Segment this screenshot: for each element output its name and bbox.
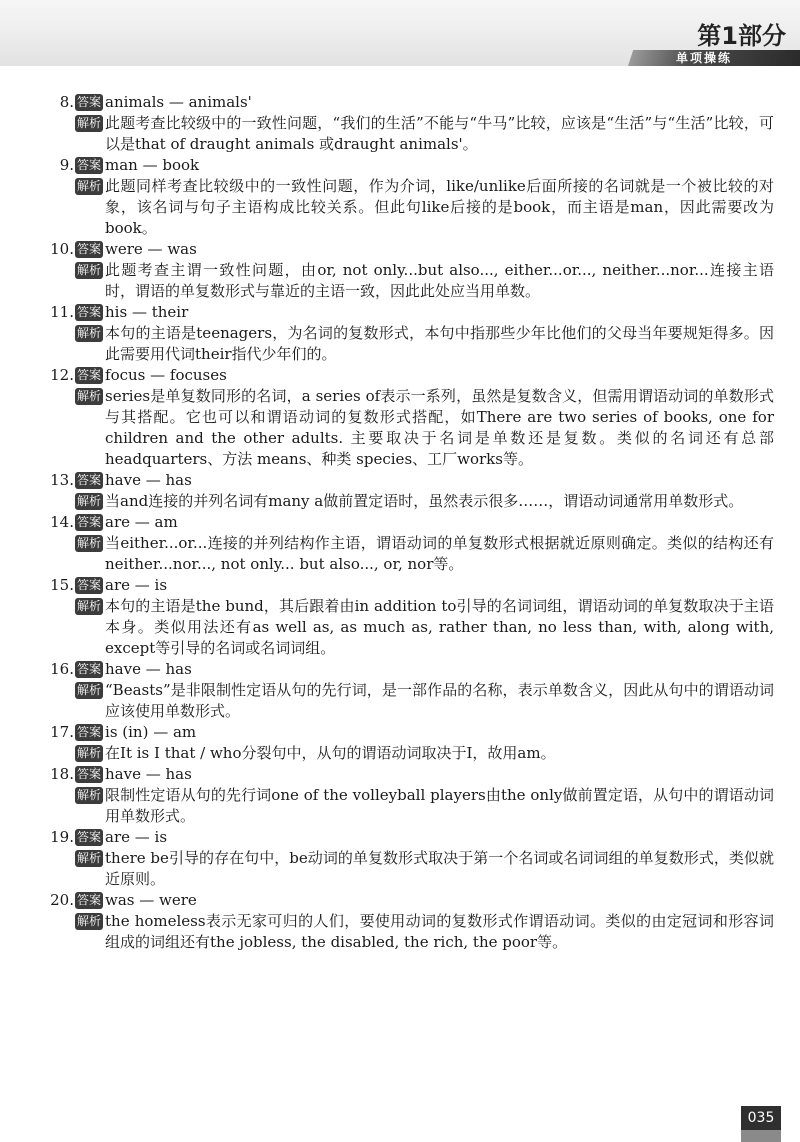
- answer-item: [44, 764, 774, 827]
- item-number: 9.: [59, 156, 74, 174]
- answer-item: [44, 890, 774, 953]
- page-number: 035: [741, 1106, 781, 1130]
- answer-item: [44, 827, 774, 890]
- answer-text: his — their: [105, 303, 189, 321]
- answer-badge: 答案: [77, 830, 102, 844]
- item-number: 17.: [50, 723, 74, 741]
- answer-item: [44, 92, 774, 155]
- part-title: 第1部分: [697, 22, 786, 50]
- analysis-text: 限制性定语从句的先行词one of the volleyball players由the only做前置定语，从句中的谓语动词用单数形式。: [105, 786, 774, 825]
- answer-item: [44, 659, 774, 722]
- section-title: 单项操练: [676, 51, 733, 65]
- answer-item: [44, 722, 774, 764]
- analysis-text: 当and连接的并列名词有many a做前置定语时，虽然表示很多……，谓语动词通常用单数形式。: [105, 492, 744, 510]
- analysis-text: 本句的主语是teenagers，为名词的复数形式，本句中指那些少年比他们的父母当年要规矩得多。因此需要用代词their指代少年们的。: [105, 324, 774, 363]
- item-number: 16.: [50, 660, 74, 678]
- item-number: 12.: [50, 366, 74, 384]
- item-number: 20.: [50, 891, 74, 909]
- answer-badge: 答案: [77, 725, 102, 739]
- page-number-strip: [741, 1130, 781, 1142]
- analysis-badge: 解析: [77, 683, 102, 697]
- analysis-badge: 解析: [77, 536, 102, 550]
- analysis-text: series是单复数同形的名词，a series of表示一系列，虽然是复数含义，但需用谓语动词的单数形式与其搭配。它也可以和谓语动词的复数形式搭配，如There are two series of books, one for children and the other adults. 主要取决于名词是单数还是复数。类似的名词还有总部headquarters、方法 means、种类 species、工厂works等。: [105, 387, 774, 468]
- answer-badge: 答案: [77, 305, 102, 319]
- item-number: 10.: [50, 240, 74, 258]
- answer-badge: 答案: [77, 473, 102, 487]
- item-number: 8.: [59, 93, 74, 111]
- answer-badge: 答案: [77, 242, 102, 256]
- analysis-badge: 解析: [77, 914, 102, 928]
- analysis-text: 此题考查主谓一致性问题，由or, not only...but also..., either...or..., neither...nor...连接主语时，谓语的单复数形式与靠近的主语一致，因此此处应当用单数。: [105, 261, 774, 300]
- answer-item: [44, 470, 774, 512]
- answer-text: focus — focuses: [105, 366, 227, 384]
- answer-item: [44, 155, 774, 239]
- item-number: 18.: [50, 765, 74, 783]
- answer-text: are — am: [105, 513, 178, 531]
- item-number: 14.: [50, 513, 74, 531]
- analysis-text: 本句的主语是the bund，其后跟着由in addition to引导的名词词组，谓语动词的单复数取决于主语本身。类似用法还有as well as, as much as, rather than, no less than, with, along with, except等引导的名词或名词词组。: [105, 597, 774, 657]
- item-number: 11.: [50, 303, 74, 321]
- analysis-badge: 解析: [77, 179, 102, 193]
- analysis-badge: 解析: [77, 746, 102, 760]
- answer-list: [44, 92, 774, 953]
- analysis-badge: 解析: [77, 599, 102, 613]
- answer-text: have — has: [105, 765, 192, 783]
- answer-badge: 答案: [77, 368, 102, 382]
- item-number: 13.: [50, 471, 74, 489]
- answer-text: man — book: [105, 156, 200, 174]
- analysis-text: “Beasts”是非限制性定语从句的先行词，是一部作品的名称，表示单数含义，因此从句中的谓语动词应该使用单数形式。: [105, 681, 774, 720]
- analysis-badge: 解析: [77, 788, 102, 802]
- analysis-badge: 解析: [77, 389, 102, 403]
- item-number: 15.: [50, 576, 74, 594]
- answer-text: are — is: [105, 828, 168, 846]
- answer-badge: 答案: [77, 767, 102, 781]
- answer-badge: 答案: [77, 578, 102, 592]
- answer-text: have — has: [105, 660, 192, 678]
- answer-text: are — is: [105, 576, 168, 594]
- item-number: 19.: [50, 828, 74, 846]
- answer-text: is (in) — am: [105, 723, 197, 741]
- analysis-badge: 解析: [77, 326, 102, 340]
- answer-text: was — were: [105, 891, 197, 909]
- analysis-badge: 解析: [77, 851, 102, 865]
- answer-badge: 答案: [77, 95, 102, 109]
- analysis-text: 当either...or...连接的并列结构作主语，谓语动词的单复数形式根据就近原则确定。类似的结构还有neither...nor..., not only... but also..., or, nor等。: [105, 534, 774, 573]
- analysis-text: the homeless表示无家可归的人们，要使用动词的复数形式作谓语动词。类似的由定冠词和形容词组成的词组还有the jobless, the disabled, the rich, the poor等。: [105, 912, 774, 951]
- answer-item: [44, 575, 774, 659]
- answer-text: animals — animals': [105, 93, 252, 111]
- analysis-text: 此题考查比较级中的一致性问题，“我们的生活”不能与“牛马”比较，应该是“生活”与“生活”比较，可以是that of draught animals 或draught animals'。: [105, 114, 774, 153]
- analysis-text: 此题同样考查比较级中的一致性问题，作为介词，like/unlike后面所接的名词就是一个被比较的对象，该名词与句子主语构成比较关系。但此句like后接的是book，而主语是man，因此需要改为book。: [105, 177, 774, 237]
- answer-badge: 答案: [77, 515, 102, 529]
- answer-text: have — has: [105, 471, 192, 489]
- analysis-badge: 解析: [77, 263, 102, 277]
- analysis-text: 在It is I that / who分裂句中，从句的谓语动词取决于I，故用am。: [105, 744, 556, 762]
- answer-badge: 答案: [77, 893, 102, 907]
- analysis-badge: 解析: [77, 116, 102, 130]
- answer-text: were — was: [105, 240, 197, 258]
- analysis-badge: 解析: [77, 494, 102, 508]
- answer-item: [44, 365, 774, 470]
- answer-badge: 答案: [77, 158, 102, 172]
- answer-item: [44, 512, 774, 575]
- analysis-text: there be引导的存在句中，be动词的单复数形式取决于第一个名词或名词词组的单复数形式，类似就近原则。: [105, 849, 774, 888]
- answer-item: [44, 239, 774, 302]
- answer-item: [44, 302, 774, 365]
- answer-badge: 答案: [77, 662, 102, 676]
